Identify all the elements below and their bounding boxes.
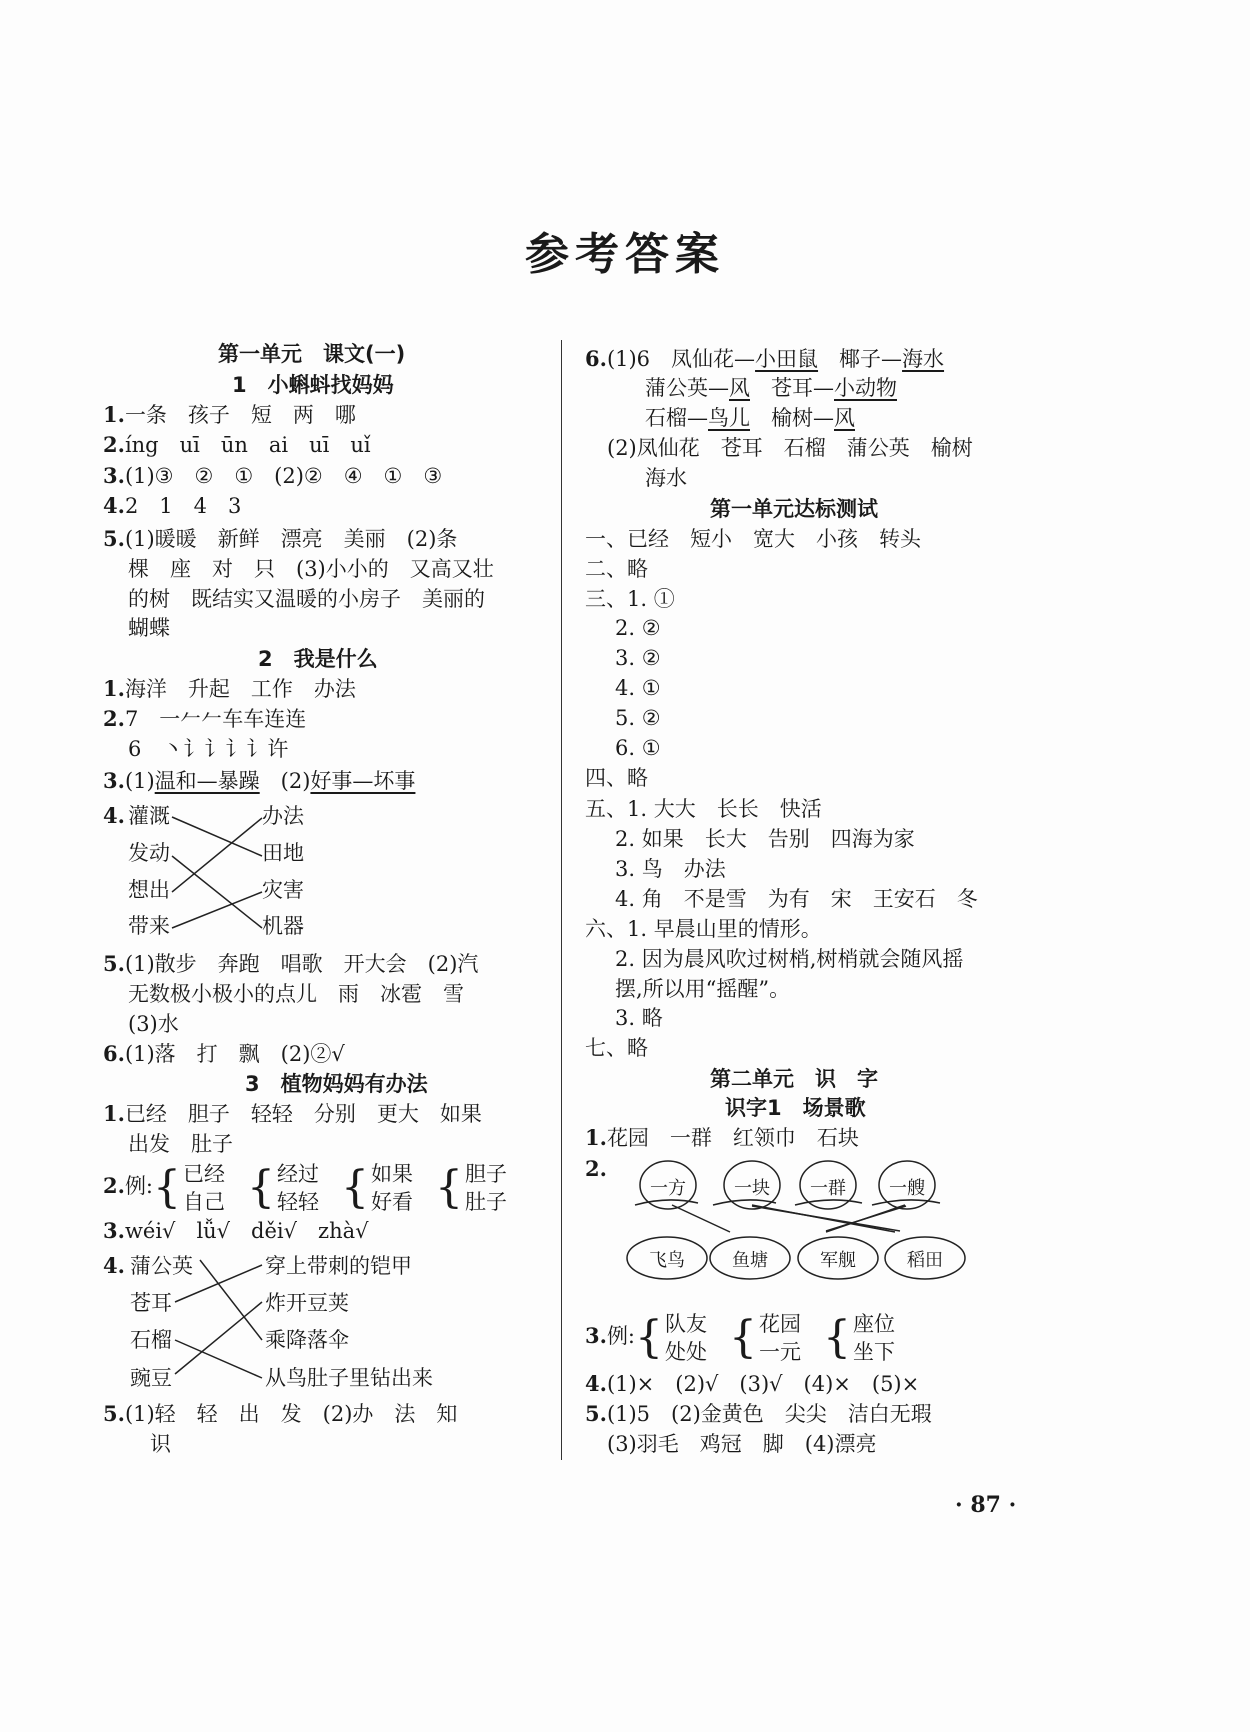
match-line [752, 1206, 900, 1231]
answer-line: 石榴—鸟儿 榆树—风 [645, 406, 855, 430]
answer-line: 4.(1)× (2)√ (3)√ (4)× (5)× [585, 1371, 920, 1396]
bowl-label: 军舰 [820, 1250, 856, 1271]
match-right-item: 乘降落伞 [265, 1328, 349, 1352]
answer-line: 1.已经 胆子 轻轻 分别 更大 如果 [103, 1101, 482, 1126]
answer-line: 摆,所以用“摇醒”。 [615, 977, 791, 1001]
answer-line: 海水 [645, 466, 687, 490]
answer-line: 3. 鸟 办法 [615, 857, 726, 881]
answer-line: 无数极小极小的点儿 雨 冰雹 雪 [128, 982, 464, 1006]
lesson-heading: 1 小蝌蚪找妈妈 [232, 373, 394, 397]
answer-line: 1.花园 一群 红领巾 石块 [585, 1125, 859, 1150]
match-right-item: 办法 [262, 804, 304, 828]
answer-line: 5.(1)散步 奔跑 唱歌 开大会 (2)汽 [103, 951, 479, 976]
answer-line: 的树 既结实又温暖的小房子 美丽的 [128, 587, 485, 611]
answer-line: 3. ② [615, 646, 661, 670]
bowl-label: 稻田 [907, 1250, 943, 1271]
answer-line: 三、1. ① [585, 587, 675, 611]
lesson-heading: 3 植物妈妈有办法 [245, 1072, 428, 1096]
match-left-item: 带来 [128, 914, 170, 938]
answer-line: 识 [150, 1432, 171, 1456]
answer-line: 4.2 1 4 3 [103, 493, 242, 518]
peach-label: 一方 [650, 1178, 686, 1199]
lesson-heading: 2 我是什么 [258, 647, 378, 671]
answer-line: 六、1. 早晨山里的情形。 [585, 917, 822, 941]
peach-label: 一群 [810, 1178, 846, 1199]
answer-line: 二、略 [585, 557, 648, 581]
peach-label: 一块 [734, 1178, 770, 1199]
answer-line: 5.(1)轻 轻 出 发 (2)办 法 知 [103, 1401, 458, 1426]
answer-line: 五、1. 大大 长长 快活 [585, 797, 822, 821]
match-right-item: 灾害 [262, 878, 304, 902]
answer-line: 6.(1)落 打 飘 (2)②√ [103, 1041, 345, 1066]
answer-line: 3.wéi√ lǚ√ děi√ zhà√ [103, 1218, 369, 1243]
page-title: 参考答案 [525, 229, 725, 280]
test-heading: 第一单元达标测试 [710, 497, 878, 521]
match-right-item: 从鸟肚子里钻出来 [265, 1366, 433, 1390]
match-right-item: 机器 [262, 914, 304, 938]
page-number: · 87 · [955, 1492, 1017, 1518]
answer-line: 4. 角 不是雪 为有 宋 王安石 冬 [615, 887, 978, 911]
answer-line: 3.(1)温和—暴躁 (2)好事—坏事 [103, 768, 416, 793]
answer-line: 5.(1)暖暖 新鲜 漂亮 美丽 (2)条 [103, 526, 458, 551]
answer-line: 6 丶讠讠讠讠许 [128, 737, 289, 761]
answer-line: 4. ① [615, 676, 661, 700]
match-left-item: 灌溉 [128, 804, 170, 828]
answer-line: (3)水 [128, 1012, 179, 1036]
answer-line: 6. ① [615, 736, 661, 760]
match-right-item: 田地 [262, 841, 304, 865]
match-left-item: 豌豆 [130, 1366, 172, 1390]
match-left-item: 想出 [128, 878, 170, 902]
answer-line: 一、已经 短小 宽大 小孩 转头 [585, 527, 921, 551]
answer-line: 棵 座 对 只 (3)小小的 又高又壮 [128, 557, 494, 581]
answer-line: 3.(1)③ ② ① (2)② ④ ① ③ [103, 463, 443, 488]
answer-line: 3.例:{队友 处处 {花园 一元 {座位 坐下 [585, 1311, 896, 1364]
match-left-item: 蒲公英 [130, 1254, 193, 1278]
match-left-item: 石榴 [130, 1328, 172, 1352]
match-left-item: 苍耳 [130, 1291, 172, 1315]
answer-line: (3)羽毛 鸡冠 脚 (4)漂亮 [607, 1432, 877, 1456]
answer-line: 蒲公英—风 苍耳—小动物 [645, 376, 897, 400]
answer-line: (2)凤仙花 苍耳 石榴 蒲公英 榆树 [607, 436, 973, 460]
match-right-item: 穿上带刺的铠甲 [265, 1254, 412, 1278]
match-left-item: 发动 [128, 841, 170, 865]
unit-heading: 第一单元 课文(一) [218, 342, 406, 366]
answer-line: 蝴蝶 [128, 616, 170, 640]
question-number: 2. [585, 1156, 607, 1181]
lesson-heading: 识字1 场景歌 [725, 1096, 866, 1120]
answer-line: 2. 因为晨风吹过树梢,树梢就会随风摇 [615, 947, 964, 971]
leaf-shape [635, 1200, 940, 1205]
answer-line: 2.íng uī ūn ai uī uǐ [103, 432, 371, 457]
answer-line: 四、略 [585, 766, 648, 790]
match-line [826, 1206, 906, 1231]
match-right-item: 炸开豆荚 [265, 1291, 349, 1315]
answer-line: 2. ② [615, 616, 661, 640]
answer-line: 出发 肚子 [128, 1132, 233, 1156]
question-number: 4. [103, 803, 125, 828]
bowl-label: 鱼塘 [732, 1250, 768, 1271]
answer-line: 5.(1)5 (2)金黄色 尖尖 洁白无瑕 [585, 1401, 932, 1426]
answer-line: 2. 如果 长大 告别 四海为家 [615, 827, 915, 851]
peach-label: 一艘 [889, 1178, 925, 1199]
answer-line: 6.(1)6 凤仙花—小田鼠 椰子—海水 [585, 346, 945, 371]
answer-line: 3. 略 [615, 1006, 663, 1030]
answer-line: 1.海洋 升起 工作 办法 [103, 676, 356, 701]
bowl-label: 飞鸟 [649, 1250, 685, 1271]
answer-line: 七、略 [585, 1036, 648, 1060]
unit-heading: 第二单元 识 字 [710, 1067, 878, 1091]
answer-line: 2.7 一𠂉𠂉车车连连 [103, 706, 307, 731]
answer-line: 5. ② [615, 706, 661, 730]
answer-line: 2.例:{已经 自己 {经过 轻轻 {如果 好看 {胆子 肚子 [103, 1161, 508, 1214]
answer-line: 1.一条 孩子 短 两 哪 [103, 402, 356, 427]
question-number: 4. [103, 1253, 125, 1278]
